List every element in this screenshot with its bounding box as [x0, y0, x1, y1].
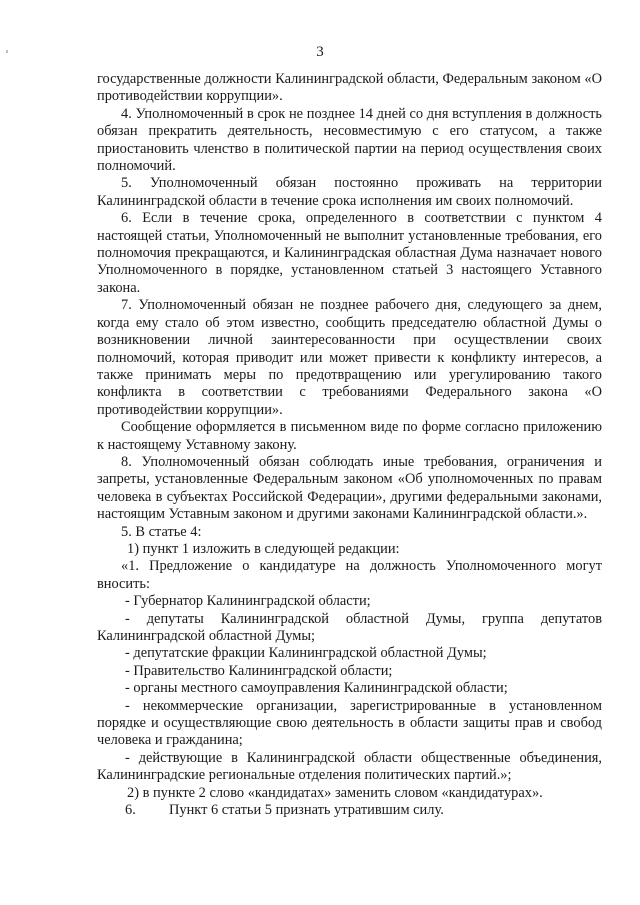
document-paragraph: 6. Если в течение срока, определенного в соответствии с пунктом 4 настоящей статьи, Уполномоченный не выполнит установленные требования, его полномочия прекращаются, и Калининградская областная Дума назначает нового Уполномоченного в порядке, установленном статьей 3 настоящего Уставного закона. [97, 210, 602, 296]
document-paragraph: 7. Уполномоченный обязан не позднее рабочего дня, следующего за днем, когда ему стало об этом известно, сообщить председателю областной Думы о возникновении личной заинтересованности при осуществлении своих полномочий, которая приводит или может привести к конфликту интересов, а также принимать меры по предотвращению или урегулированию такого конфликта в соответствии с требованиями Федерального закона «О противодействии коррупции». [97, 297, 602, 418]
document-paragraph: 1) пункт 1 изложить в следующей редакции: [127, 540, 400, 557]
item-text: Пункт 6 статьи 5 признать утратившим силу. [169, 802, 444, 819]
document-paragraph: - Губернатор Калининградской области; [125, 593, 371, 610]
document-paragraph: - некоммерческие организации, зарегистрированные в установленном порядке и осуществляющие свою деятельность в области защиты прав и свобод человека и гражданина; [97, 697, 602, 749]
document-paragraph: - депутаты Калининградской областной Думы, группа депутатов Калининградской областной Думы; [97, 610, 602, 644]
document-paragraph: 5. Уполномоченный обязан постоянно проживать на территории Калининградской области в течение срока исполнения им своих полномочий. [97, 175, 602, 209]
item-number: 6. [125, 802, 136, 819]
document-paragraph: 4. Уполномоченный в срок не позднее 14 дней со дня вступления в должность обязан прекратить деятельность, несовместимую с его статусом, а также приостановить членство в политической партии на период осуществления своих полномочий. [97, 105, 602, 175]
document-paragraph: - Правительство Калининградской области; [125, 662, 393, 679]
document-paragraph: - действующие в Калининградской области общественные объединения, Калининградские региональные отделения политических партий.»; [97, 749, 602, 784]
document-paragraph: государственные должности Калининградской области, Федеральным законом «О противодействии коррупции». [97, 71, 602, 105]
document-paragraph: - органы местного самоуправления Калининградской области; [125, 680, 508, 697]
document-body [97, 71, 602, 819]
document-paragraph: «1. Предложение о кандидатуре на должность Уполномоченного могут вносить: [97, 558, 602, 592]
document-paragraph: Сообщение оформляется в письменном виде по форме согласно приложению к настоящему Уставному закону. [97, 419, 602, 453]
list-item [97, 802, 602, 819]
document-paragraph: 8. Уполномоченный обязан соблюдать иные требования, ограничения и запреты, установленные Федеральным законом «Об уполномоченных по правам человека в субъектах Российской Федерации», другими федеральными законами, настоящим Уставным законом и другими законами Калининградской области.». [97, 453, 602, 523]
document-paragraph: 5. В статье 4: [121, 523, 202, 540]
page-number: 3 [316, 44, 324, 60]
document-paragraph: - депутатские фракции Калининградской областной Думы; [125, 645, 487, 662]
document-paragraph: 2) в пункте 2 слово «кандидатах» заменить словом «кандидатурах». [127, 784, 543, 801]
